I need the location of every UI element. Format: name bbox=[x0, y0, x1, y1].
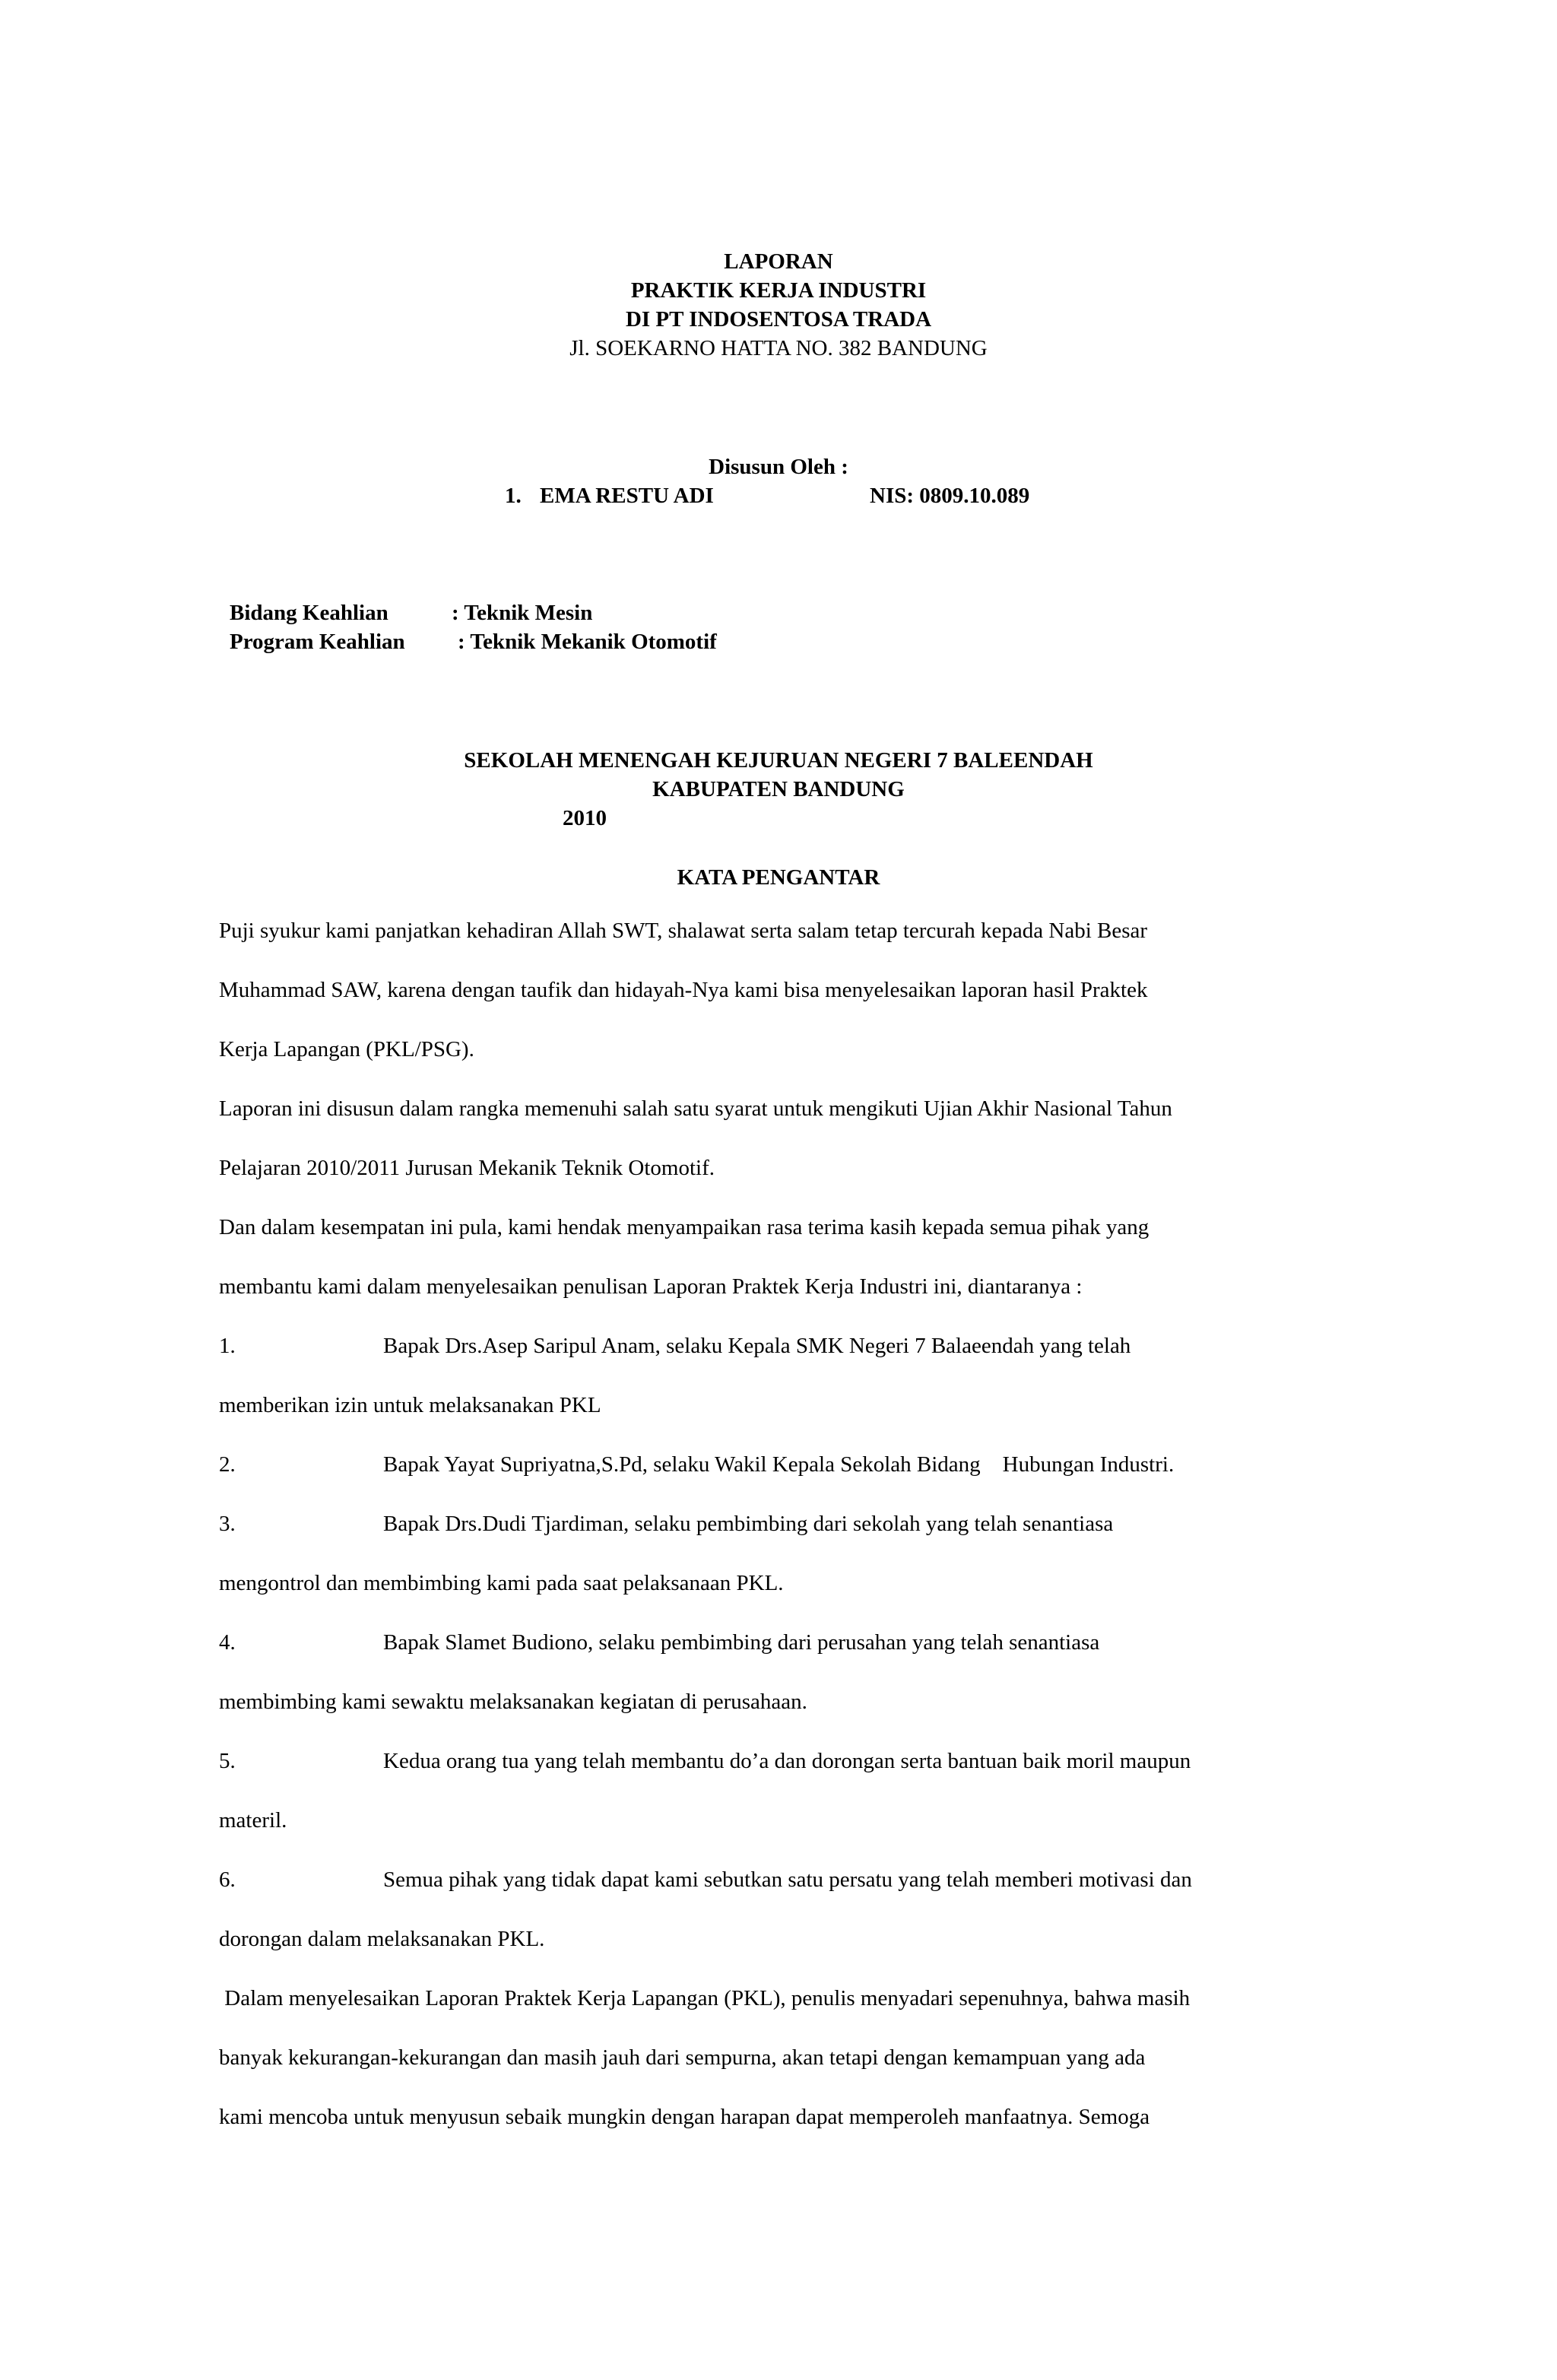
list-item-number: 3. bbox=[219, 1512, 236, 1536]
school-name: SEKOLAH MENENGAH KEJURUAN NEGERI 7 BALEENDAH bbox=[464, 748, 1093, 773]
cover-title-line-1: LAPORAN bbox=[724, 249, 833, 274]
field-value-program: : Teknik Mekanik Otomotif bbox=[458, 630, 717, 654]
field-value-bidang: : Teknik Mesin bbox=[452, 601, 593, 625]
author-number: 1. bbox=[505, 484, 522, 508]
preface-line-7: membantu kami dalam menyelesaikan penulisan Laporan Praktek Kerja Industri ini, diantaranya : bbox=[219, 1274, 1083, 1299]
preface-line-2: Muhammad SAW, karena dengan taufik dan hidayah-Nya kami bisa menyelesaikan laporan hasil Praktek bbox=[219, 978, 1148, 1002]
list-item-text: Bapak Drs.Dudi Tjardiman, selaku pembimbing dari sekolah yang telah senantiasa bbox=[383, 1512, 1114, 1536]
list-item-text: Bapak Slamet Budiono, selaku pembimbing dari perusahan yang telah senantiasa bbox=[383, 1630, 1100, 1655]
author-name: EMA RESTU ADI bbox=[540, 484, 714, 508]
author-heading: Disusun Oleh : bbox=[709, 455, 848, 479]
list-item-text: Semua pihak yang tidak dapat kami sebutkan satu persatu yang telah memberi motivasi dan bbox=[383, 1868, 1192, 1892]
list-item-continuation: memberikan izin untuk melaksanakan PKL bbox=[219, 1393, 601, 1417]
list-item-continuation: mengontrol dan membimbing kami pada saat pelaksanaan PKL. bbox=[219, 1571, 784, 1595]
closing-line-1: Dalam menyelesaikan Laporan Praktek Kerja Lapangan (PKL), penulis menyadari sepenuhnya, bahwa masih bbox=[219, 1986, 1191, 2010]
preface-line-1: Puji syukur kami panjatkan kehadiran Allah SWT, shalawat serta salam tetap tercurah kepada Nabi Besar bbox=[219, 919, 1148, 943]
school-regency: KABUPATEN BANDUNG bbox=[652, 777, 905, 801]
preface-line-4: Laporan ini disusun dalam rangka memenuhi salah satu syarat untuk mengikuti Ujian Akhir Nasional Tahun bbox=[219, 1096, 1172, 1121]
list-item-number: 6. bbox=[219, 1868, 236, 1892]
list-item-continuation: materil. bbox=[219, 1808, 287, 1833]
closing-line-2: banyak kekurangan-kekurangan dan masih jauh dari sempurna, akan tetapi dengan kemampuan yang ada bbox=[219, 2045, 1146, 2070]
list-item-continuation: dorongan dalam melaksanakan PKL. bbox=[219, 1927, 545, 1951]
list-item-number: 5. bbox=[219, 1749, 236, 1773]
preface-line-6: Dan dalam kesempatan ini pula, kami hendak menyampaikan rasa terima kasih kepada semua pihak yang bbox=[219, 1215, 1150, 1239]
list-item-number: 4. bbox=[219, 1630, 236, 1655]
list-item-number: 1. bbox=[219, 1334, 236, 1358]
field-label-bidang: Bidang Keahlian bbox=[230, 601, 388, 625]
list-item-number: 2. bbox=[219, 1452, 236, 1477]
preface-heading: KATA PENGANTAR bbox=[677, 865, 880, 890]
list-item-text: Bapak Yayat Supriyatna,S.Pd, selaku Wakil Kepala Sekolah Bidang Hubungan Industri. bbox=[383, 1452, 1175, 1477]
closing-line-3: kami mencoba untuk menyusun sebaik mungkin dengan harapan dapat memperoleh manfaatnya. Semoga bbox=[219, 2105, 1150, 2129]
cover-title-line-2: PRAKTIK KERJA INDUSTRI bbox=[630, 278, 927, 303]
author-nis: NIS: 0809.10.089 bbox=[870, 484, 1030, 508]
cover-address-line: Jl. SOEKARNO HATTA NO. 382 BANDUNG bbox=[569, 336, 988, 360]
report-year: 2010 bbox=[563, 806, 607, 830]
preface-line-3: Kerja Lapangan (PKL/PSG). bbox=[219, 1037, 474, 1061]
preface-line-5: Pelajaran 2010/2011 Jurusan Mekanik Teknik Otomotif. bbox=[219, 1156, 715, 1180]
cover-title-line-3: DI PT INDOSENTOSA TRADA bbox=[625, 307, 932, 332]
list-item-text: Bapak Drs.Asep Saripul Anam, selaku Kepala SMK Negeri 7 Balaeendah yang telah bbox=[383, 1334, 1131, 1358]
list-item-continuation: membimbing kami sewaktu melaksanakan kegiatan di perusahaan. bbox=[219, 1690, 807, 1714]
list-item-text: Kedua orang tua yang telah membantu do’a dan dorongan serta bantuan baik moril maupun bbox=[383, 1749, 1191, 1773]
field-label-program: Program Keahlian bbox=[230, 630, 405, 654]
